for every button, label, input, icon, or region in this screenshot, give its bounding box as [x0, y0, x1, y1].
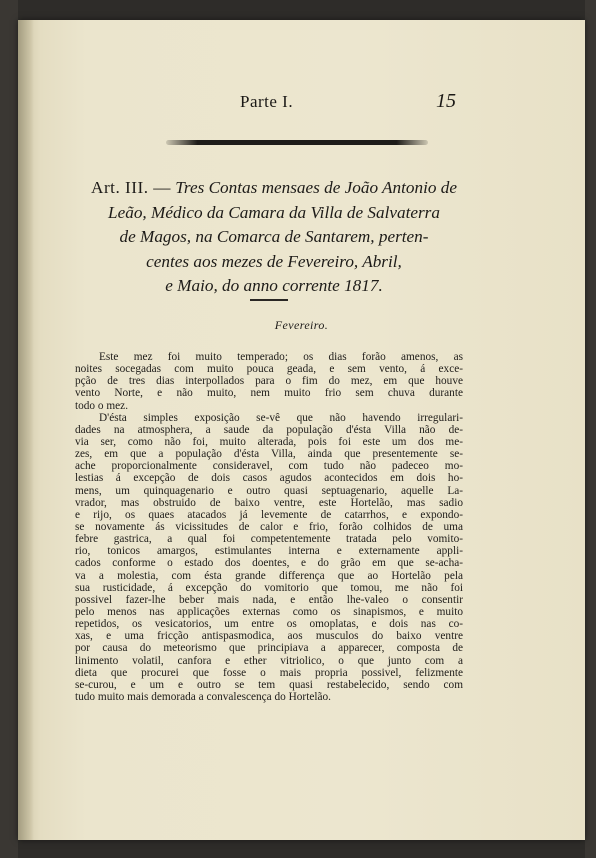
paragraph-line: por causa do meteorismo que principiava a apparecer, composta de	[75, 642, 463, 655]
paragraph-line: va a molestia, com ésta grande differença que ao Hortelão pela	[75, 569, 463, 582]
article-title-line: Leão, Médico da Camara da Villa de Salvaterra	[108, 202, 440, 222]
paragraph-line: zes, em que a população d'ésta Villa, ainda que presentemente se-	[75, 448, 463, 461]
header-rule	[166, 140, 428, 145]
section-divider	[250, 299, 288, 301]
page-binding-edge	[18, 20, 34, 840]
paragraph-line: febre gastrica, a qual foi competentemente tratada pelo vomito-	[75, 533, 463, 546]
paragraph-line: pção de tres dias interpollados para o fim do mez, em que houve	[75, 375, 463, 388]
paragraph-line: possivel fazer-lhe beber mais nada, e então lhe-valeo o consentir	[75, 593, 463, 606]
paragraph-line: ache proporcionalmente consideravel, com tudo não padeceo mo-	[75, 460, 463, 473]
book-page	[18, 20, 585, 840]
paragraph-line: repetidos, os vesicatorios, um entre os omoplatas, e dois nas co-	[75, 618, 463, 631]
scan-border-right	[585, 0, 596, 858]
paragraph-line: todo o mez.	[75, 399, 129, 412]
paragraph-line: rio, tonicos amargos, estimulantes interna e externamente appli-	[75, 545, 463, 558]
paragraph-line: cados conforme o estado dos doentes, e do grão em que se-acha-	[75, 557, 463, 570]
section-heading: Fevereiro.	[274, 318, 329, 332]
paragraph-line: dades na atmosphera, a saude da população d'ésta Villa não de-	[75, 423, 463, 436]
article-label: Art. III. —	[91, 178, 171, 197]
paragraph-line: e rijo, os quaes atacados já levemente de catarrhos, e expondo-	[75, 508, 463, 521]
paragraph-line: D'ésta simples exposição se-vê que não havendo irregulari-	[99, 411, 463, 424]
page-number: 15	[436, 90, 456, 112]
article-title-line: Tres Contas mensaes de João Antonio de	[175, 178, 457, 197]
paragraph-line: via ser, como não foi, muito alterada, pois foi este um dos me-	[75, 435, 463, 448]
paragraph-line: lestias á excepção de dois casos agudos acontecidos em dois ho-	[75, 472, 463, 485]
paragraph-line: dieta que procurei que fosse o mais propria possivel, felizmente	[75, 666, 463, 679]
paragraph-line: se novamente ás vicissitudes de calor e frio, forão colhidos de uma	[75, 520, 463, 533]
paragraph-line: linimento volatil, canfora e ether vitriolico, o que junto com a	[75, 654, 463, 667]
scan-border-left	[0, 0, 18, 858]
paragraph-line: Este mez foi muito temperado; os dias forão amenos, as	[99, 351, 463, 363]
paragraph-line: xas, e uma fricção antispasmodica, aos musculos do baixo ventre	[75, 630, 463, 643]
paragraph-line: vento Norte, e não muito, nem muito frio sem chuva durante	[75, 387, 463, 400]
paragraph-line: vrador, mas obstruido de baixo ventre, este Hortelão, mas sadio	[75, 496, 463, 509]
article-title-line: de Magos, na Comarca de Santarem, perten-	[119, 227, 429, 246]
paragraph-line: mens, um quinquagenario e outro quasi septuagenario, aquelle La-	[75, 484, 463, 497]
part-label: Parte I.	[240, 92, 294, 111]
body-text	[75, 351, 463, 703]
running-head	[18, 92, 585, 122]
paragraph-line: tudo muito mais demorada a convalescença do Hortelão.	[75, 690, 331, 703]
paragraph-line: pelo menos nas applicações externas como os sinapismos, e muito	[75, 605, 463, 618]
paragraph-line: sua rusticidade, á excepção do vomitorio que tomou, me não foi	[75, 581, 463, 594]
article-title-line: centes aos mezes de Fevereiro, Abril,	[146, 251, 402, 271]
paragraph-line: noites socegadas com muito pouca geada, e sem vento, á exce-	[75, 363, 463, 376]
paragraph-line: se-curou, e um e outro se tem quasi restabelecido, sendo com	[75, 678, 463, 691]
article-title-line: e Maio, do anno corrente 1817.	[165, 276, 383, 295]
article-title	[74, 176, 474, 299]
